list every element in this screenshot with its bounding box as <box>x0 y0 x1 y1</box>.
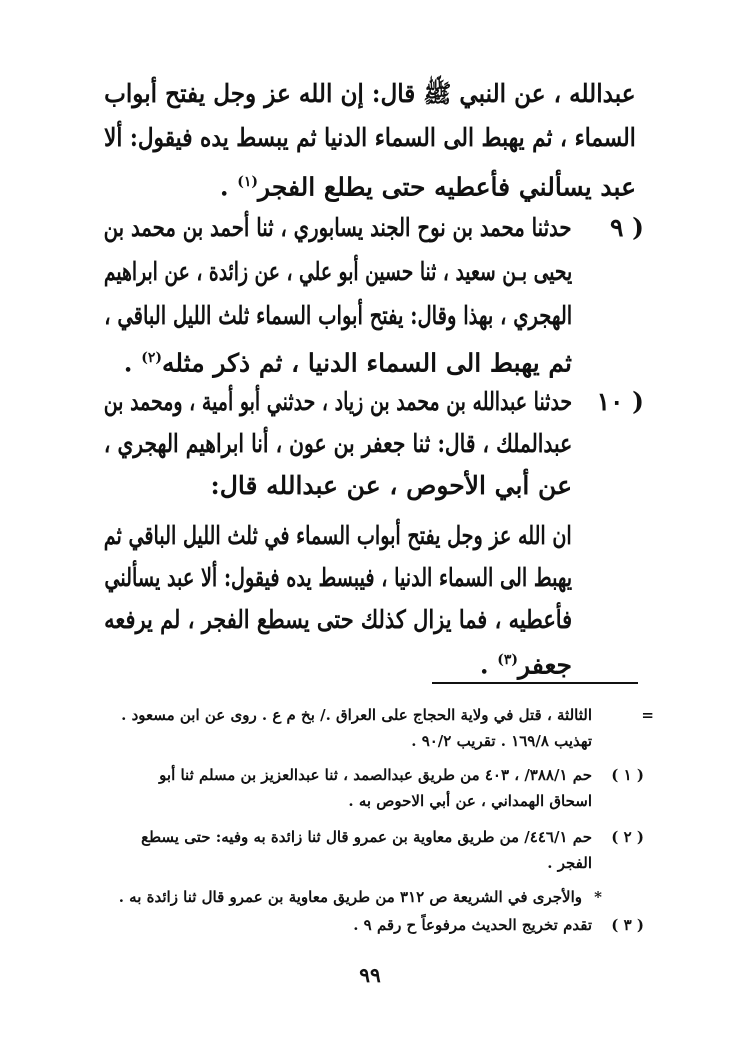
page-number: ٩٩ <box>359 963 381 987</box>
text-line: الهجري ، بهذا وقال: يفتح أبواب السماء ثلث الليل الباقي ، <box>103 301 572 330</box>
footnote-ref: (٣) <box>497 652 519 668</box>
hadith-number: ٩ ) <box>610 213 644 242</box>
footnote-ref: (١) <box>237 174 259 190</box>
footnote-star-mark: * <box>594 888 602 906</box>
text-line: حدثنا عبدالله بن محمد بن زياد ، حدثني أبو أمية ، ومحمد بن <box>103 387 572 416</box>
text-line: عن أبي الأحوص ، عن عبدالله قال: <box>210 471 572 500</box>
footnote-line: الفجر . <box>547 854 592 872</box>
footnote-mark-2: ( ٢ ) <box>611 828 644 846</box>
continuation-mark: = <box>641 706 654 724</box>
text-line: عبدالله ، عن النبي ﷺ قال: إن الله عز وجل يفتح أبواب <box>104 79 636 108</box>
footnote-line: تقدم تخريج الحديث مرفوعاً ح رقم ٩ . <box>353 916 592 934</box>
footnote-separator <box>432 682 638 684</box>
footnote-line: الثالثة ، قتل في ولاية الحجاج على العراق ./ بخ م ع . روى عن ابن مسعود . <box>121 706 592 724</box>
text-line <box>480 640 572 685</box>
footnote-mark-3: ( ٣ ) <box>611 916 644 934</box>
text-line: فأعطيه ، فما يزال كذلك حتى يسطع الفجر ، لم يرفعه <box>103 605 572 634</box>
text-line-content: عبد يسألني فأعطيه حتى يطلع الفجر <box>258 172 636 202</box>
line-end: . <box>219 172 229 202</box>
footnote-line: اسحاق الهمداني ، عن أبي الاحوص به . <box>348 792 592 810</box>
hadith-number: ١٠ ) <box>596 387 644 416</box>
footnote-ref: (٢) <box>141 350 162 366</box>
footnote-mark-1: ( ١ ) <box>611 766 644 784</box>
text-line-content: ثم يهبط الى السماء الدنيا ، ثم ذكر مثله <box>162 348 572 378</box>
text-line: يهبط الى السماء الدنيا ، فيبسط يده فيقول: ألا عبد يسألني <box>104 563 572 592</box>
text-line: حدثنا محمد بن نوح الجند يسابوري ، ثنا أحمد بن محمد بن <box>104 213 572 242</box>
line-end: . <box>479 650 489 680</box>
text-line: يحيى بـن سعيد ، ثنا حسين أبو علي ، عن زائدة ، عن ابراهيم <box>103 257 572 286</box>
footnote-line: حم ٣٨٨/١/ ، ٤٠٣ من طريق عبدالصمد ، ثنا عبدالعزيز بن مسلم ثنا أبو <box>159 766 592 784</box>
text-line <box>220 162 636 207</box>
footnote-line: تهذيب ١٦٩/٨ . تقريب ٩٠/٢ . <box>411 732 592 750</box>
text-line: عبدالملك ، قال: ثنا جعفر بن عون ، أنا ابراهيم الهجري ، <box>103 429 572 458</box>
text-line <box>124 338 572 383</box>
footnote-line: حم ٤٤٦/١/ من طريق معاوية بن عمرو قال ثنا زائدة به وفيه: حتى يسطع <box>141 828 592 846</box>
line-end: . <box>123 348 133 378</box>
text-line: السماء ، ثم يهبط الى السماء الدنيا ثم يبسط يده فيقول: ألا <box>104 123 636 152</box>
text-line-content: جعفر <box>518 650 572 680</box>
footnote-line: والأجرى في الشريعة ص ٣١٢ من طريق معاوية بن عمرو قال ثنا زائدة به . <box>118 888 582 906</box>
text-line: ان الله عز وجل يفتح أبواب السماء في ثلث الليل الباقي ثم <box>104 521 572 550</box>
